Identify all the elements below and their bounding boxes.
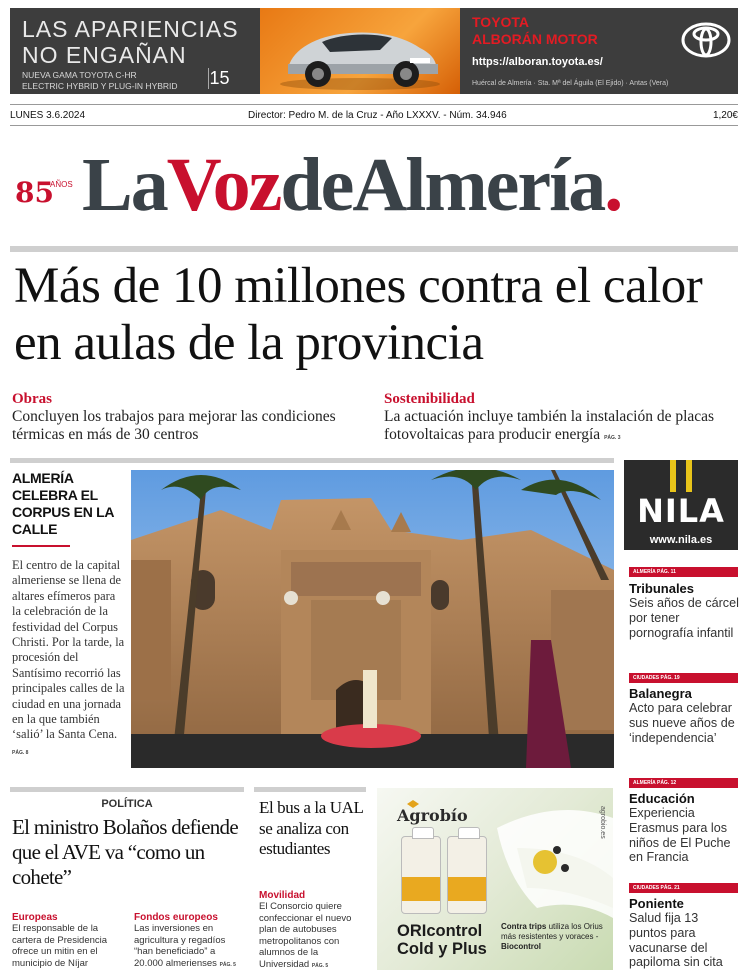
main-headline[interactable]: Más de 10 millones contra el calor en aulas de la provincia xyxy=(14,258,703,371)
nila-ad[interactable] xyxy=(624,460,738,550)
side-story-text: Salud fija 13 puntos para vacunarse del papiloma sin cita xyxy=(629,911,723,970)
side-story-heading[interactable]: Tribunales xyxy=(629,581,695,596)
side-story-heading[interactable]: Balanegra xyxy=(629,686,692,701)
cathedral-photo[interactable] xyxy=(131,470,614,768)
bus-kicker: Movilidad xyxy=(259,890,306,901)
lead-left-kicker: Obras xyxy=(12,391,53,407)
politics-left-text: El responsable de la cartera de Presidencia ofrece un mitin en el municipio de Níjar xyxy=(12,923,108,969)
ad-url[interactable]: https://alboran.toyota.es/ xyxy=(472,56,603,68)
politics-right-text: Las inversiones en agricultura y regadíos “han beneficiado” a 20.000 almerienses PÁG. 5 xyxy=(134,923,236,969)
lead-right-text: La actuación incluye también la instalación de placas fotovoltaicas para producir energía PÁG. 3 xyxy=(384,408,715,443)
lead-left-subhead[interactable] xyxy=(12,391,372,444)
anniversary-label: AÑOS xyxy=(50,180,73,189)
anniversary-number: 85 xyxy=(15,176,54,209)
bus-text: El Consorcio quiere confeccionar el nuevo plan de autobuses metropolitanos con alumnos de la Universidad PÁG. 5 xyxy=(259,901,352,970)
lead-right-subhead[interactable] xyxy=(384,391,736,447)
politics-divider xyxy=(10,787,244,792)
top-banner-ad[interactable] xyxy=(10,8,738,94)
toyota-logo-icon xyxy=(680,20,732,60)
road-icon xyxy=(670,460,692,492)
corpus-separator xyxy=(12,545,70,547)
ad-days-badge: 15 xyxy=(209,68,230,88)
politics-left-brief[interactable] xyxy=(12,912,124,969)
ad-brand: TOYOTA ALBORÁN MOTOR xyxy=(472,14,598,47)
side-story-heading[interactable]: Educación xyxy=(629,791,695,806)
issue-info: Director: Pedro M. de la Cruz - Año LXXXV. - Núm. 34.946 xyxy=(248,110,507,121)
lead-right-kicker: Sostenibilidad xyxy=(384,391,475,407)
product-bottle xyxy=(447,836,487,914)
lead-left-text: Concluyen los trabajos para mejorar las condiciones térmicas en más de 30 centros xyxy=(12,408,336,443)
newspaper-title: LaVozdeAlmería. xyxy=(82,143,622,227)
bus-divider xyxy=(254,787,366,792)
agrobio-url: agrobio.es xyxy=(599,806,606,839)
ad-subline: NUEVA GAMA TOYOTA C-HR ELECTRIC HYBRID Y PLUG-IN HYBRID xyxy=(22,70,178,91)
side-story-text: Acto para celebrar sus nueve años de ‘independencia’ xyxy=(629,701,735,745)
politics-right-kicker: Fondos europeos xyxy=(134,912,218,923)
masthead[interactable] xyxy=(10,140,738,240)
issue-price: 1,20€ xyxy=(712,110,738,121)
date-line xyxy=(10,104,738,126)
ad-car-image xyxy=(260,8,460,94)
corpus-title[interactable]: ALMERÍA CELEBRA EL CORPUS EN LA CALLE xyxy=(12,470,114,537)
ad-slogan: LAS APARIENCIAS NO ENGAÑAN xyxy=(22,16,239,68)
side-story-tag: CIUDADES PÁG. 21 xyxy=(629,883,738,893)
side-story-tag: CIUDADES PÁG. 19 xyxy=(629,673,738,683)
product-bottle xyxy=(401,836,441,914)
side-story-tag: ALMERÍA PÁG. 11 xyxy=(629,567,738,577)
politics-right-brief[interactable] xyxy=(134,912,246,971)
corpus-text: El centro de la capital almeriense se llena de altares efímeros para la celebración de la festividad del Corpus Christi. Por la tarde, la procesión del Santísimo recorrió las principales calles de la ciudad en una jornada en la que también ‘salió’ la Santa Cena. PÁG. 8 xyxy=(12,558,125,756)
politics-section-label: POLÍTICA xyxy=(101,798,153,810)
bus-brief[interactable] xyxy=(259,890,369,973)
politics-left-kicker: Europeas xyxy=(12,912,58,923)
nila-logo: NILA xyxy=(637,492,725,530)
side-story-text: Seis años de cárcel por tener pornografía infantil xyxy=(629,596,739,640)
photo-divider xyxy=(10,458,614,463)
side-story-tag: ALMERÍA PÁG. 12 xyxy=(629,778,738,788)
side-story-text: Experiencia Erasmus para los niños de El Puche en Francia xyxy=(629,806,731,865)
issue-date: LUNES 3.6.2024 xyxy=(10,110,86,121)
agrobio-claim: Contra trips utiliza los Orius más resistentes y voraces - Biocontrol xyxy=(501,922,603,951)
side-story-heading[interactable]: Poniente xyxy=(629,896,684,911)
agrobio-brand: Agrobío xyxy=(397,806,468,825)
agrobio-ad[interactable] xyxy=(377,788,613,970)
nila-url[interactable]: www.nila.es xyxy=(649,534,713,546)
lead-divider xyxy=(10,246,738,252)
politics-headline[interactable]: El ministro Bolaños defiende que el AVE va “como un cohete” xyxy=(12,815,238,889)
bus-headline[interactable]: El bus a la UAL se analiza con estudiantes xyxy=(259,798,363,858)
agrobio-product: ORIcontrol Cold y Plus xyxy=(397,922,487,958)
ad-address: Huércal de Almería · Sta. Mª del Águila (El Ejido) · Antas (Vera) xyxy=(472,80,669,87)
